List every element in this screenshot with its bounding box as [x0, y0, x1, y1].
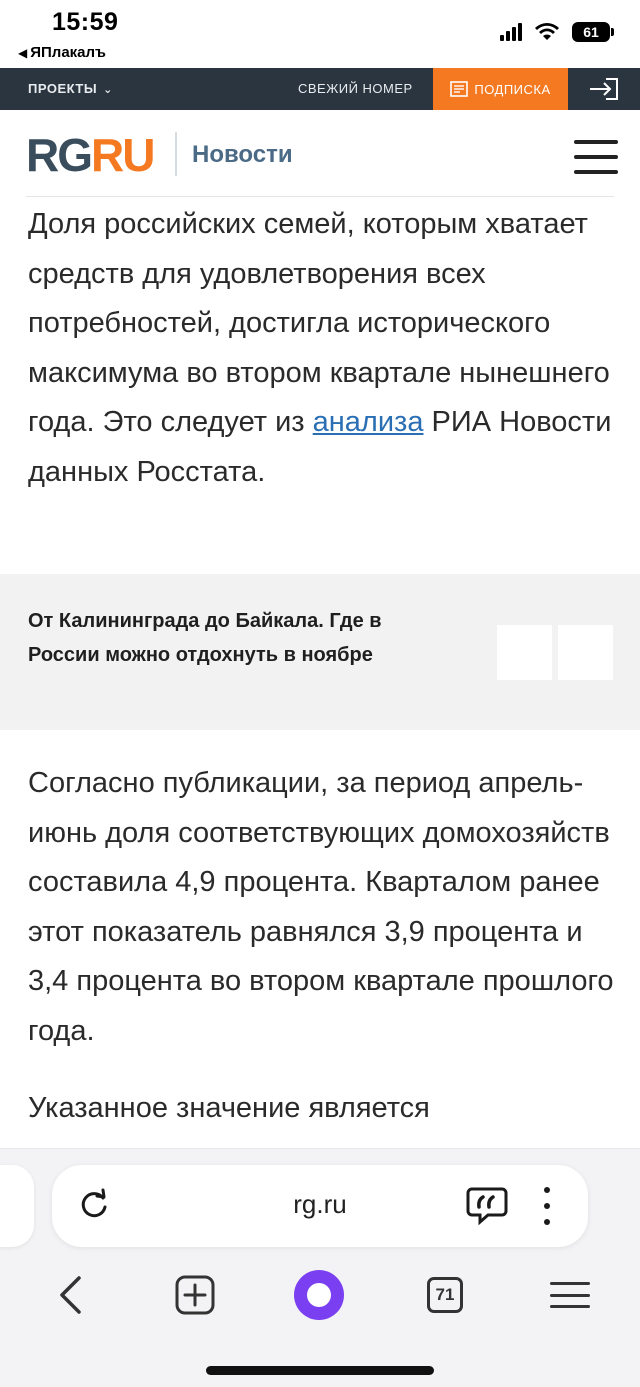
login-icon: [588, 77, 620, 101]
rg-logo[interactable]: [26, 129, 154, 181]
tabs-button[interactable]: [417, 1271, 473, 1319]
site-header: [0, 110, 640, 198]
subscribe-label: ПОДПИСКА: [474, 81, 551, 97]
address-bar[interactable]: [52, 1165, 588, 1247]
newspaper-icon: [450, 81, 468, 97]
related-thumbnail: [497, 625, 552, 680]
status-time: 15:59: [52, 8, 119, 36]
related-article-card[interactable]: [0, 574, 640, 730]
related-thumbnail: [558, 625, 613, 680]
paragraph-text: Доля российских семей, которым хватает средств для удовлетворения всех потребностей, достигла исторического максимума во втором квартале нынешнего года. Это следует из: [28, 208, 610, 438]
projects-menu[interactable]: [28, 81, 113, 96]
article-paragraph: Указанное значение является: [28, 1092, 430, 1124]
analysis-link[interactable]: анализа: [312, 406, 424, 438]
comment-quote-icon[interactable]: [466, 1185, 508, 1225]
header-divider: [175, 132, 177, 176]
new-tab-button[interactable]: [167, 1271, 223, 1319]
login-button[interactable]: [568, 68, 640, 110]
plus-square-icon: [175, 1275, 215, 1315]
fresh-issue-link[interactable]: СВЕЖИЙ НОМЕР: [298, 81, 413, 96]
menu-icon: [550, 1282, 590, 1308]
cellular-signal-icon: [500, 23, 522, 41]
browser-bottom-bar: [0, 1148, 640, 1387]
projects-label: ПРОЕКТЫ: [28, 81, 98, 96]
more-options-icon[interactable]: [532, 1183, 562, 1229]
related-article-title[interactable]: От Калининграда до Байкала. Где в России можно отдохнуть в ноябре: [28, 610, 382, 666]
status-bar: [0, 0, 640, 68]
chevron-down-icon: ⌄: [103, 84, 113, 96]
tabs-count: 71: [427, 1277, 463, 1313]
status-icons: [500, 22, 610, 42]
subscribe-button[interactable]: [433, 68, 568, 110]
paragraph-text: РИА Новости данных Росстата.: [28, 406, 612, 488]
header-divider-line: [26, 196, 614, 197]
previous-tab-peek[interactable]: [0, 1165, 34, 1247]
logo-rg: RG: [26, 129, 91, 181]
alice-icon: [294, 1270, 344, 1320]
article-paragraph: [28, 200, 618, 497]
home-indicator[interactable]: [206, 1366, 434, 1375]
wifi-icon: [534, 22, 560, 42]
article-paragraph: Согласно публикации, за период апрель-июнь доля соответствующих домохозяйств составила 4,9 процента. Кварталом ранее этот показатель равнялся 3,9 процента и 3,4 процента во втором квартале прошлого года.: [28, 767, 614, 1047]
section-name[interactable]: Новости: [192, 141, 293, 168]
battery-icon: 61: [572, 22, 610, 42]
url-text[interactable]: rg.ru: [293, 1189, 347, 1219]
back-button[interactable]: [42, 1271, 98, 1319]
top-nav: [0, 68, 640, 110]
back-app-label: ЯПлакалъ: [30, 44, 106, 61]
alice-assistant-button[interactable]: [291, 1271, 347, 1319]
chevron-left-icon: [57, 1275, 83, 1315]
logo-ru: RU: [91, 129, 154, 181]
back-to-app-link[interactable]: [18, 44, 106, 61]
hamburger-menu-icon[interactable]: [574, 140, 618, 174]
browser-menu-button[interactable]: [542, 1271, 598, 1319]
back-triangle-icon: ◀: [18, 46, 28, 60]
